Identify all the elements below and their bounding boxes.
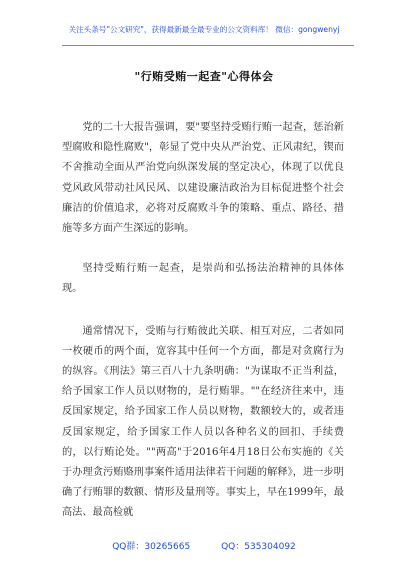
body-paragraph-1: 党的二十大报告强调，要"要坚持受贿行贿一起查，惩治新型腐败和隐性腐败"，彰显了党中央从严治党、正风肃纪，锲而不舍推动全面从严治党向纵深发展的坚定决心，体现了以优良党风政风带动社风民风、以建设廉洁政治为目标促进整个社会廉洁的价值追求，必将对反腐败斗争的策略、重点、路径、措施等多方面产生深远的影响。 — [62, 122, 344, 235]
document-body — [62, 118, 344, 544]
footer-contact — [0, 539, 408, 552]
footer-qq-group: QQ群：30265665 — [112, 542, 191, 552]
body-paragraph-2: 坚持受贿行贿一起查，是崇尚和弘扬法治精神的具体体现。 — [62, 263, 344, 295]
header-promo-note: 关注头条号"公文研究"，获得最新最全最专业的公文资料库！ 微信：gongwenyj — [68, 25, 340, 34]
footer-qq-number: QQ：535304092 — [221, 542, 296, 552]
body-paragraph-3: 通常情况下，受贿与行贿彼此关联、相互对应，二者如同一枚硬币的两个面，宽容其中任何一个方面，都是对贪腐行为的纵容。《刑法》第三百八十九条明确："为谋取不正当利益，给予国家工作人员以财物的，是行贿罪。""在经济往来中，违反国家规定，给予国家工作人员以财物，数额较大的，或者违反国家规定，给予国家工作人员以各种名义的回扣、手续费的，以行贿论处。""两高"于2016年4月18日公布实施的《关于办理贪污贿赂刑事案件适用法律若干问题的解释》，进一步明确了行贿罪的数额、情形及量刑等。事实上，早在1999年，最高法、最高检就 — [62, 325, 344, 519]
document-title: "行贿受贿一起查"心得体会 — [134, 70, 274, 83]
header-divider — [62, 45, 354, 46]
